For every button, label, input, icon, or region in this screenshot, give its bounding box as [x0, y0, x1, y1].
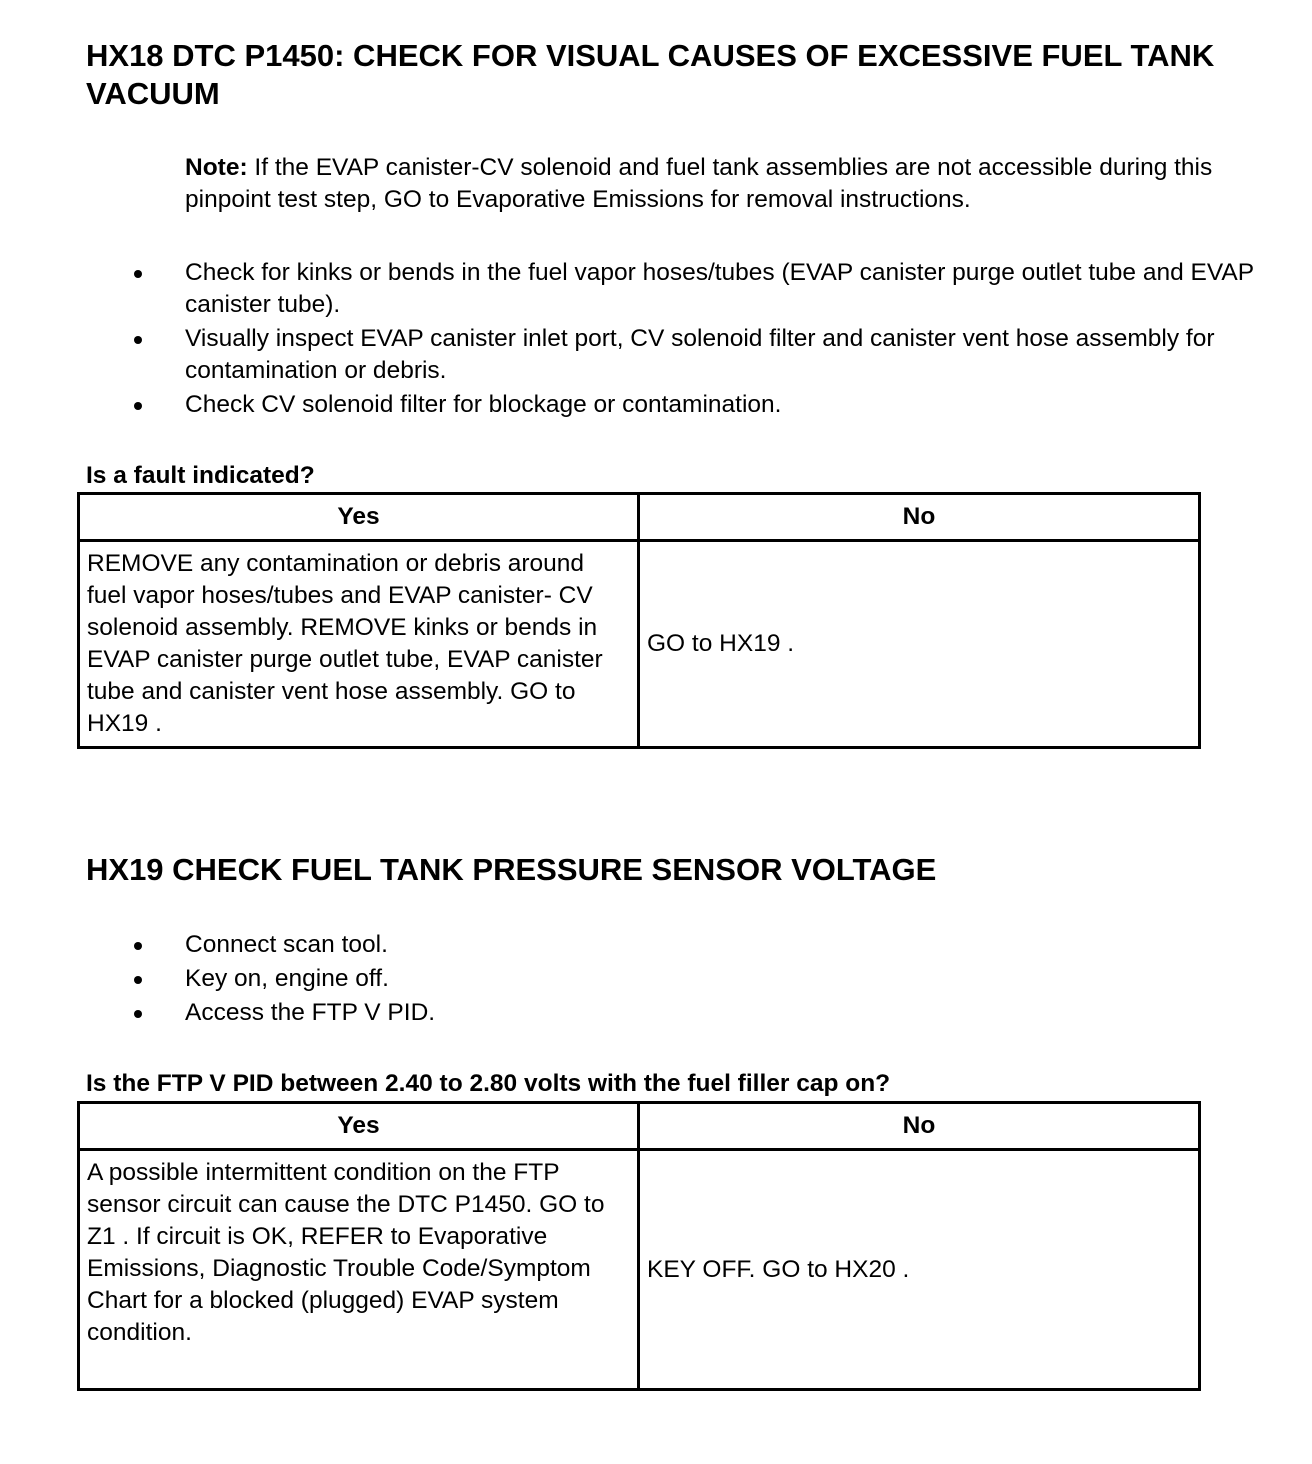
- hx18-decision-table: [77, 492, 1201, 749]
- note-label: Note:: [185, 154, 248, 181]
- no-header: No: [639, 1103, 1200, 1150]
- hx19-title: HX19 CHECK FUEL TANK PRESSURE SENSOR VOLTAGE: [86, 852, 937, 887]
- bullet-icon: [134, 976, 142, 984]
- list-item: Check for kinks or bends in the fuel vapor hoses/tubes (EVAP canister purge outlet tube and EVAP canister tube).: [78, 257, 1278, 321]
- yes-cell: A possible intermittent condition on the FTP sensor circuit can cause the DTC P1450. GO to Z1 . If circuit is OK, REFER to Evaporative Emissions, Diagnostic Trouble Code/Symptom Chart for a blocked (plugged) EVAP system condition.: [79, 1150, 639, 1390]
- no-header: No: [639, 494, 1200, 541]
- bullet-icon: [134, 336, 142, 344]
- no-cell: KEY OFF. GO to HX20 .: [639, 1150, 1200, 1390]
- hx18-title: HX18 DTC P1450: CHECK FOR VISUAL CAUSES OF EXCESSIVE FUEL TANK VACUUM: [86, 38, 1215, 111]
- note-text: If the EVAP canister-CV solenoid and fuel tank assemblies are not accessible during this pinpoint test step, GO to Evaporative Emissions for removal instructions.: [185, 154, 1213, 213]
- hx18-bullet-list: [78, 257, 1278, 423]
- list-item: Key on, engine off.: [78, 963, 1278, 995]
- list-item: Connect scan tool.: [78, 929, 1278, 961]
- hx19-bullet-list: [78, 929, 1278, 1031]
- yes-cell: REMOVE any contamination or debris around fuel vapor hoses/tubes and EVAP canister- CV solenoid assembly. REMOVE kinks or bends in EVAP canister purge outlet tube, EVAP canister tube and canister vent hose assembly. GO to HX19 .: [79, 541, 639, 748]
- bullet-icon: [134, 942, 142, 950]
- hx18-note: [185, 152, 1255, 216]
- list-item: Check CV solenoid filter for blockage or contamination.: [78, 389, 1278, 421]
- list-item: Visually inspect EVAP canister inlet port, CV solenoid filter and canister vent hose assembly for contamination or debris.: [78, 323, 1278, 387]
- bullet-icon: [134, 402, 142, 410]
- yes-header: Yes: [79, 1103, 639, 1150]
- bullet-icon: [134, 270, 142, 278]
- bullet-icon: [134, 1010, 142, 1018]
- hx19-decision-table: [77, 1101, 1201, 1391]
- yes-header: Yes: [79, 494, 639, 541]
- hx18-question: Is a fault indicated?: [86, 462, 315, 489]
- no-cell: GO to HX19 .: [639, 541, 1200, 748]
- hx19-question: Is the FTP V PID between 2.40 to 2.80 volts with the fuel filler cap on?: [86, 1070, 891, 1097]
- list-item: Access the FTP V PID.: [78, 997, 1278, 1029]
